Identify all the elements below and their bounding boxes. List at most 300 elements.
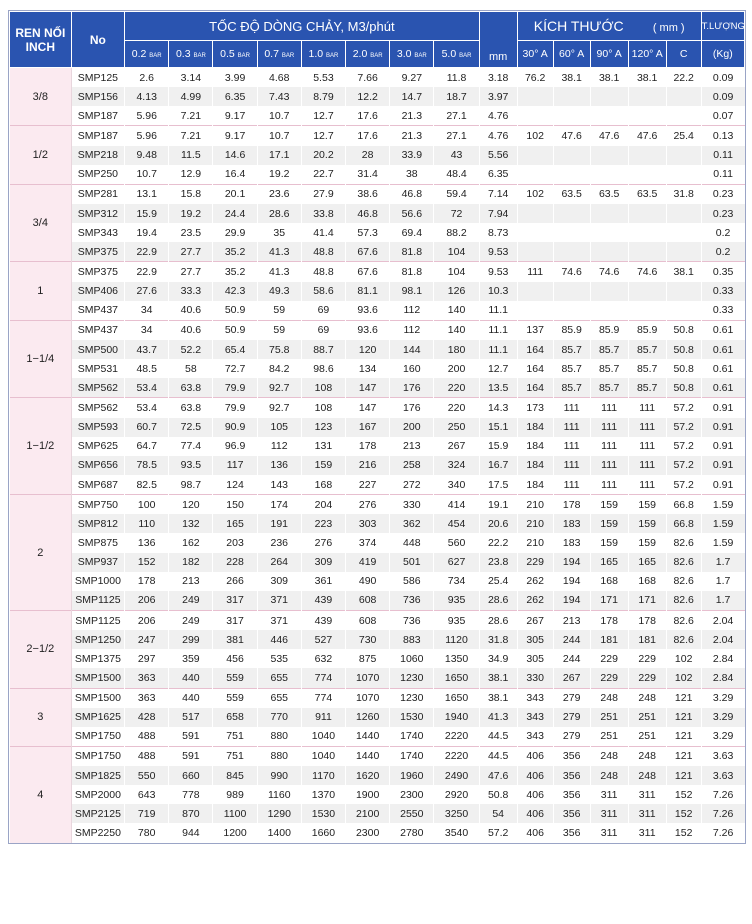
value-cell: 111 — [628, 437, 666, 456]
value-cell: 309 — [257, 572, 301, 591]
value-cell: 1060 — [390, 649, 434, 668]
value-cell: 43 — [434, 146, 479, 165]
value-cell: 159 — [590, 533, 628, 552]
value-cell: 22.2 — [666, 68, 701, 88]
thread-size-cell: 3/8 — [10, 68, 72, 126]
model-cell: SMP812 — [71, 514, 124, 533]
value-cell: 1400 — [257, 823, 301, 842]
value-cell: 56.6 — [390, 204, 434, 223]
value-cell: 944 — [169, 823, 213, 842]
value-cell: 82.6 — [666, 630, 701, 649]
value-cell: 41.3 — [257, 242, 301, 262]
value-cell: 0.09 — [701, 68, 744, 88]
value-cell: 67.6 — [346, 262, 390, 282]
value-cell: 183 — [553, 514, 590, 533]
value-cell: 736 — [390, 591, 434, 611]
value-cell: 2780 — [390, 823, 434, 842]
table-row — [10, 106, 745, 126]
no-header: No — [71, 12, 124, 68]
value-cell: 501 — [390, 553, 434, 572]
value-cell — [590, 165, 628, 185]
value-cell: 35.2 — [213, 242, 257, 262]
value-cell — [666, 301, 701, 321]
value-cell: 111 — [590, 475, 628, 495]
value-cell: 176 — [390, 398, 434, 418]
value-cell: 168 — [590, 572, 628, 591]
pressure-header: 0.5 BAR — [213, 41, 257, 68]
value-cell: 85.7 — [628, 340, 666, 359]
value-cell: 272 — [390, 475, 434, 495]
value-cell: 356 — [553, 746, 590, 766]
value-cell: 58 — [169, 359, 213, 378]
model-cell: SMP500 — [71, 340, 124, 359]
value-cell: 176 — [390, 378, 434, 398]
dimension-angle-header: 120° A — [628, 41, 666, 68]
value-cell: 356 — [553, 785, 590, 804]
model-cell: SMP187 — [71, 106, 124, 126]
table-row — [10, 630, 745, 649]
table-row — [10, 746, 745, 766]
table-header — [10, 12, 745, 68]
value-cell: 34 — [125, 301, 169, 321]
model-cell: SMP937 — [71, 553, 124, 572]
value-cell — [628, 146, 666, 165]
model-cell: SMP875 — [71, 533, 124, 552]
value-cell: 72 — [434, 204, 479, 223]
value-cell: 11.1 — [479, 320, 517, 340]
value-cell: 730 — [346, 630, 390, 649]
table-row — [10, 668, 745, 688]
value-cell: 264 — [257, 553, 301, 572]
value-cell: 120 — [169, 495, 213, 515]
value-cell: 52.2 — [169, 340, 213, 359]
value-cell: 206 — [125, 591, 169, 611]
value-cell: 53.4 — [125, 398, 169, 418]
value-cell: 14.3 — [479, 398, 517, 418]
value-cell: 168 — [628, 572, 666, 591]
pressure-header: 3.0 BAR — [390, 41, 434, 68]
value-cell: 7.26 — [701, 785, 744, 804]
value-cell: 34.9 — [479, 649, 517, 668]
value-cell: 23.6 — [257, 184, 301, 204]
value-cell: 15.9 — [479, 437, 517, 456]
value-cell: 14.7 — [390, 87, 434, 106]
value-cell — [590, 301, 628, 321]
value-cell: 0.2 — [701, 223, 744, 242]
value-cell — [666, 242, 701, 262]
value-cell: 9.53 — [479, 242, 517, 262]
value-cell: 1370 — [301, 785, 345, 804]
value-cell — [590, 223, 628, 242]
value-cell — [590, 146, 628, 165]
value-cell: 44.5 — [479, 746, 517, 766]
value-cell: 18.7 — [434, 87, 479, 106]
value-cell: 1740 — [390, 746, 434, 766]
value-cell: 311 — [628, 785, 666, 804]
value-cell: 50.9 — [213, 320, 257, 340]
value-cell: 0.11 — [701, 146, 744, 165]
value-cell: 112 — [390, 301, 434, 321]
value-cell: 111 — [628, 456, 666, 475]
value-cell — [553, 165, 590, 185]
table-row — [10, 418, 745, 437]
value-cell: 1940 — [434, 708, 479, 727]
value-cell — [517, 282, 553, 301]
value-cell: 309 — [301, 553, 345, 572]
value-cell: 74.6 — [553, 262, 590, 282]
value-cell: 883 — [390, 630, 434, 649]
dimension-angle-header: 60° A — [553, 41, 590, 68]
value-cell: 248 — [628, 766, 666, 785]
value-cell: 121 — [666, 746, 701, 766]
value-cell: 244 — [553, 630, 590, 649]
value-cell: 181 — [628, 630, 666, 649]
value-cell: 162 — [169, 533, 213, 552]
value-cell: 102 — [666, 649, 701, 668]
value-cell: 16.4 — [213, 165, 257, 185]
value-cell: 317 — [213, 591, 257, 611]
value-cell: 33.8 — [301, 204, 345, 223]
value-cell — [517, 146, 553, 165]
table-row — [10, 262, 745, 282]
value-cell: 43.7 — [125, 340, 169, 359]
value-cell: 159 — [590, 514, 628, 533]
value-cell: 165 — [213, 514, 257, 533]
model-cell: SMP593 — [71, 418, 124, 437]
value-cell: 7.14 — [479, 184, 517, 204]
thread-size-cell: 2−1/2 — [10, 610, 72, 688]
value-cell: 3.97 — [479, 87, 517, 106]
value-cell: 356 — [553, 766, 590, 785]
value-cell — [628, 242, 666, 262]
value-cell: 317 — [213, 610, 257, 630]
value-cell: 1260 — [346, 708, 390, 727]
pressure-header: 5.0 BAR — [434, 41, 479, 68]
value-cell: 40.6 — [169, 301, 213, 321]
value-cell: 28.6 — [257, 204, 301, 223]
value-cell: 150 — [213, 495, 257, 515]
value-cell: 102 — [666, 668, 701, 688]
model-cell: SMP437 — [71, 320, 124, 340]
value-cell: 303 — [346, 514, 390, 533]
value-cell: 38.1 — [590, 68, 628, 88]
value-cell: 38.1 — [666, 262, 701, 282]
value-cell: 85.9 — [553, 320, 590, 340]
value-cell: 632 — [301, 649, 345, 668]
value-cell: 111 — [590, 437, 628, 456]
value-cell — [628, 301, 666, 321]
value-cell: 174 — [257, 495, 301, 515]
value-cell: 330 — [390, 495, 434, 515]
value-cell: 363 — [125, 668, 169, 688]
value-cell: 69 — [301, 301, 345, 321]
model-cell: SMP1625 — [71, 708, 124, 727]
value-cell: 194 — [553, 591, 590, 611]
value-cell: 10.3 — [479, 282, 517, 301]
value-cell: 123 — [301, 418, 345, 437]
model-cell: SMP1500 — [71, 668, 124, 688]
value-cell — [666, 106, 701, 126]
value-cell: 419 — [346, 553, 390, 572]
value-cell: 66.8 — [666, 495, 701, 515]
value-cell: 10.7 — [257, 106, 301, 126]
value-cell: 57.2 — [666, 456, 701, 475]
value-cell: 2.04 — [701, 610, 744, 630]
value-cell: 229 — [517, 553, 553, 572]
value-cell — [517, 301, 553, 321]
value-cell: 448 — [390, 533, 434, 552]
value-cell: 137 — [517, 320, 553, 340]
value-cell: 82.6 — [666, 610, 701, 630]
value-cell: 160 — [390, 359, 434, 378]
value-cell: 3.29 — [701, 708, 744, 727]
value-cell: 363 — [125, 688, 169, 708]
value-cell: 88.2 — [434, 223, 479, 242]
value-cell: 359 — [169, 649, 213, 668]
value-cell: 1660 — [301, 823, 345, 842]
value-cell: 85.7 — [553, 359, 590, 378]
value-cell: 48.4 — [434, 165, 479, 185]
value-cell: 92.7 — [257, 378, 301, 398]
value-cell: 6.35 — [479, 165, 517, 185]
value-cell: 112 — [390, 320, 434, 340]
value-cell: 5.53 — [301, 68, 345, 88]
value-cell: 1.59 — [701, 495, 744, 515]
value-cell: 439 — [301, 591, 345, 611]
value-cell: 132 — [169, 514, 213, 533]
model-cell: SMP2125 — [71, 804, 124, 823]
value-cell: 371 — [257, 610, 301, 630]
value-cell: 0.91 — [701, 456, 744, 475]
model-cell: SMP343 — [71, 223, 124, 242]
ren-noi-header: REN NỐI INCH — [10, 12, 72, 68]
value-cell: 159 — [628, 533, 666, 552]
value-cell: 50.8 — [666, 378, 701, 398]
value-cell: 0.23 — [701, 184, 744, 204]
value-cell: 38.1 — [553, 68, 590, 88]
model-cell: SMP687 — [71, 475, 124, 495]
value-cell: 1.7 — [701, 572, 744, 591]
value-cell: 85.7 — [590, 378, 628, 398]
value-cell: 736 — [390, 610, 434, 630]
value-cell: 147 — [346, 398, 390, 418]
value-cell: 1170 — [301, 766, 345, 785]
value-cell: 50.8 — [666, 359, 701, 378]
value-cell: 85.9 — [590, 320, 628, 340]
value-cell: 374 — [346, 533, 390, 552]
value-cell: 134 — [346, 359, 390, 378]
value-cell: 15.1 — [479, 418, 517, 437]
value-cell: 4.76 — [479, 106, 517, 126]
value-cell: 406 — [517, 766, 553, 785]
value-cell: 82.6 — [666, 553, 701, 572]
value-cell: 42.3 — [213, 282, 257, 301]
value-cell: 27.7 — [169, 242, 213, 262]
value-cell: 93.5 — [169, 456, 213, 475]
value-cell — [666, 87, 701, 106]
value-cell: 152 — [666, 823, 701, 842]
value-cell: 440 — [169, 668, 213, 688]
value-cell: 27.1 — [434, 126, 479, 146]
value-cell: 112 — [257, 437, 301, 456]
value-cell: 33.3 — [169, 282, 213, 301]
value-cell: 81.1 — [346, 282, 390, 301]
value-cell: 406 — [517, 785, 553, 804]
value-cell: 7.94 — [479, 204, 517, 223]
value-cell — [628, 87, 666, 106]
value-cell: 35 — [257, 223, 301, 242]
value-cell: 21.3 — [390, 126, 434, 146]
value-cell: 2100 — [346, 804, 390, 823]
value-cell: 47.6 — [628, 126, 666, 146]
pressure-header: 0.2 BAR — [125, 41, 169, 68]
value-cell — [590, 204, 628, 223]
value-cell: 22.9 — [125, 262, 169, 282]
model-cell: SMP656 — [71, 456, 124, 475]
value-cell: 90.9 — [213, 418, 257, 437]
value-cell: 47.6 — [590, 126, 628, 146]
spec-table-container — [8, 10, 746, 844]
dimension-header: KÍCH THƯỚC ( mm ) — [517, 12, 701, 41]
value-cell: 180 — [434, 340, 479, 359]
value-cell: 4.68 — [257, 68, 301, 88]
value-cell: 251 — [590, 727, 628, 747]
value-cell: 875 — [346, 649, 390, 668]
table-row — [10, 242, 745, 262]
value-cell: 213 — [390, 437, 434, 456]
value-cell: 11.8 — [434, 68, 479, 88]
table-row — [10, 610, 745, 630]
model-cell: SMP218 — [71, 146, 124, 165]
model-cell: SMP562 — [71, 398, 124, 418]
value-cell: 124 — [213, 475, 257, 495]
value-cell: 59.4 — [434, 184, 479, 204]
value-cell: 64.7 — [125, 437, 169, 456]
value-cell: 4.76 — [479, 126, 517, 146]
dimension-angle-header: 90° A — [590, 41, 628, 68]
value-cell: 343 — [517, 708, 553, 727]
value-cell — [590, 87, 628, 106]
table-row — [10, 398, 745, 418]
value-cell: 297 — [125, 649, 169, 668]
value-cell: 251 — [590, 708, 628, 727]
value-cell: 299 — [169, 630, 213, 649]
value-cell: 159 — [301, 456, 345, 475]
value-cell: 11.1 — [479, 301, 517, 321]
value-cell: 152 — [666, 785, 701, 804]
value-cell: 3.14 — [169, 68, 213, 88]
value-cell: 0.35 — [701, 262, 744, 282]
value-cell: 82.6 — [666, 591, 701, 611]
value-cell — [553, 242, 590, 262]
value-cell: 2300 — [346, 823, 390, 842]
value-cell: 93.6 — [346, 301, 390, 321]
value-cell: 100 — [125, 495, 169, 515]
value-cell: 266 — [213, 572, 257, 591]
table-row — [10, 456, 745, 475]
value-cell: 1740 — [390, 727, 434, 747]
value-cell: 2490 — [434, 766, 479, 785]
value-cell: 880 — [257, 727, 301, 747]
value-cell: 85.7 — [628, 359, 666, 378]
value-cell: 1230 — [390, 668, 434, 688]
value-cell: 65.4 — [213, 340, 257, 359]
value-cell: 110 — [125, 514, 169, 533]
value-cell: 96.9 — [213, 437, 257, 456]
value-cell: 1440 — [346, 746, 390, 766]
value-cell: 85.7 — [628, 378, 666, 398]
value-cell: 655 — [257, 668, 301, 688]
value-cell — [517, 106, 553, 126]
value-cell: 57.2 — [666, 437, 701, 456]
value-cell: 21.3 — [390, 106, 434, 126]
value-cell: 591 — [169, 746, 213, 766]
table-row — [10, 165, 745, 185]
value-cell: 178 — [125, 572, 169, 591]
value-cell: 111 — [553, 475, 590, 495]
value-cell: 11.1 — [479, 340, 517, 359]
value-cell: 19.2 — [169, 204, 213, 223]
value-cell: 165 — [590, 553, 628, 572]
value-cell: 27.7 — [169, 262, 213, 282]
model-cell: SMP375 — [71, 262, 124, 282]
value-cell: 0.09 — [701, 87, 744, 106]
value-cell: 406 — [517, 804, 553, 823]
value-cell: 559 — [213, 688, 257, 708]
value-cell: 41.4 — [301, 223, 345, 242]
dimension-angle-header: C — [666, 41, 701, 68]
value-cell: 258 — [390, 456, 434, 475]
pressure-header: 0.3 BAR — [169, 41, 213, 68]
value-cell — [666, 223, 701, 242]
value-cell — [517, 242, 553, 262]
value-cell: 774 — [301, 668, 345, 688]
value-cell: 144 — [390, 340, 434, 359]
value-cell — [628, 282, 666, 301]
value-cell: 17.5 — [479, 475, 517, 495]
value-cell: 111 — [590, 456, 628, 475]
value-cell: 845 — [213, 766, 257, 785]
value-cell: 774 — [301, 688, 345, 708]
value-cell: 10.7 — [125, 165, 169, 185]
value-cell: 203 — [213, 533, 257, 552]
value-cell: 19.4 — [125, 223, 169, 242]
value-cell: 178 — [628, 610, 666, 630]
table-row — [10, 823, 745, 842]
value-cell: 111 — [517, 262, 553, 282]
value-cell: 550 — [125, 766, 169, 785]
value-cell: 227 — [346, 475, 390, 495]
value-cell: 46.8 — [390, 184, 434, 204]
value-cell: 69 — [301, 320, 345, 340]
value-cell: 72.7 — [213, 359, 257, 378]
value-cell: 8.73 — [479, 223, 517, 242]
value-cell: 279 — [553, 708, 590, 727]
value-cell: 200 — [390, 418, 434, 437]
table-row — [10, 727, 745, 747]
mm-header: mm — [479, 12, 517, 68]
value-cell — [666, 204, 701, 223]
value-cell: 173 — [517, 398, 553, 418]
value-cell: 655 — [257, 688, 301, 708]
value-cell: 210 — [517, 514, 553, 533]
value-cell: 60.7 — [125, 418, 169, 437]
value-cell: 643 — [125, 785, 169, 804]
table-row — [10, 301, 745, 321]
value-cell: 167 — [346, 418, 390, 437]
value-cell: 63.8 — [169, 398, 213, 418]
value-cell — [553, 204, 590, 223]
